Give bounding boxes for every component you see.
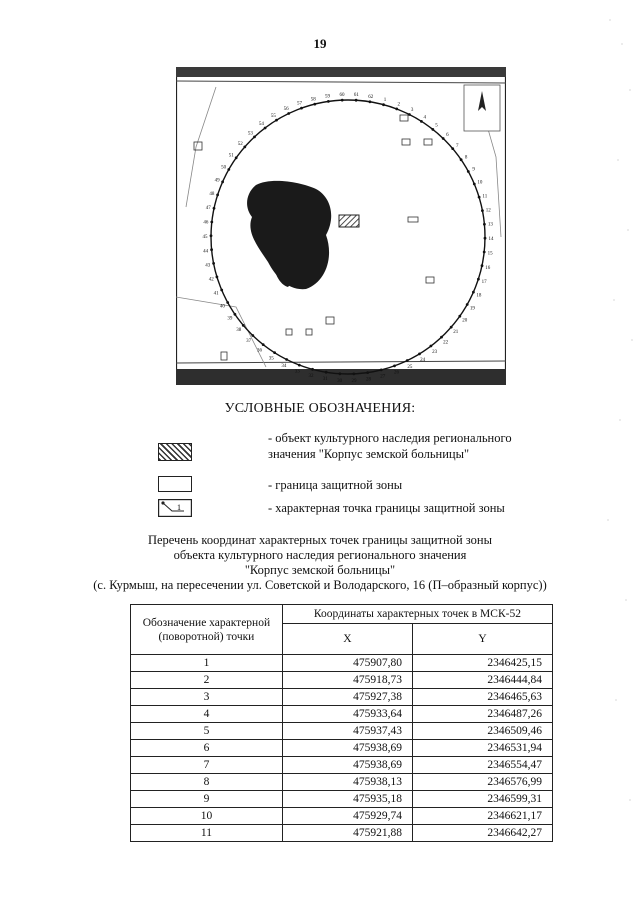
characteristic-point bbox=[325, 371, 328, 374]
characteristic-point-label: 58 bbox=[310, 97, 316, 103]
characteristic-point bbox=[420, 120, 423, 123]
characteristic-point bbox=[216, 194, 219, 197]
page-number: 19 bbox=[313, 36, 327, 51]
cell-point: 2 bbox=[131, 672, 283, 689]
characteristic-point bbox=[251, 334, 254, 337]
characteristic-point-label: 46 bbox=[203, 220, 209, 226]
caption-line: "Корпус земской больницы" bbox=[244, 563, 396, 577]
cell-point: 10 bbox=[131, 808, 283, 825]
characteristic-point-label: 11 bbox=[482, 194, 488, 200]
characteristic-point bbox=[341, 99, 344, 102]
characteristic-point bbox=[287, 112, 290, 115]
table-row bbox=[131, 791, 553, 808]
characteristic-point-label: 25 bbox=[407, 364, 413, 370]
characteristic-point bbox=[481, 209, 484, 212]
cell-x: 475929,74 bbox=[282, 808, 412, 825]
table-row bbox=[131, 689, 553, 706]
characteristic-point-label: 8 bbox=[464, 155, 468, 161]
characteristic-point bbox=[227, 168, 230, 171]
characteristic-point bbox=[262, 343, 265, 346]
cell-x: 475937,43 bbox=[282, 723, 412, 740]
characteristic-point-label: 36 bbox=[257, 348, 262, 354]
hatched-rectangle-icon bbox=[158, 443, 192, 461]
characteristic-point bbox=[242, 324, 245, 327]
cell-x: 475927,38 bbox=[282, 689, 412, 706]
characteristic-point bbox=[216, 276, 219, 279]
characteristic-point bbox=[406, 359, 409, 362]
characteristic-point-label: 16 bbox=[485, 266, 491, 271]
cell-y: 2346621,17 bbox=[412, 808, 552, 825]
header-point-name: Обозначение характерной (поворотной) точки bbox=[131, 605, 283, 655]
characteristic-point bbox=[285, 358, 288, 361]
characteristic-point-label: 47 bbox=[205, 206, 211, 211]
characteristic-point bbox=[210, 221, 213, 224]
characteristic-point-label: 26 bbox=[394, 370, 399, 376]
cell-y: 2346509,46 bbox=[412, 723, 552, 740]
zone-boundary-line-icon bbox=[158, 476, 192, 492]
characteristic-point-label: 2 bbox=[397, 102, 401, 108]
characteristic-point-label: 38 bbox=[236, 328, 242, 334]
characteristic-point bbox=[478, 196, 481, 199]
characteristic-point bbox=[408, 113, 411, 116]
coordinates-table-body bbox=[131, 655, 553, 842]
characteristic-point bbox=[481, 264, 484, 267]
characteristic-point-label: 29 bbox=[351, 378, 357, 384]
characteristic-point bbox=[369, 100, 372, 103]
characteristic-point bbox=[210, 234, 213, 237]
characteristic-point-label: 39 bbox=[227, 316, 233, 322]
characteristic-point-label: 28 bbox=[366, 377, 371, 383]
characteristic-point bbox=[275, 119, 278, 122]
cell-x: 475938,69 bbox=[282, 757, 412, 774]
characteristic-point-label: 10 bbox=[477, 180, 483, 186]
cell-point: 1 bbox=[131, 655, 283, 672]
characteristic-point bbox=[212, 262, 215, 265]
characteristic-point bbox=[477, 278, 480, 281]
table-row bbox=[131, 672, 553, 689]
characteristic-point-label: 24 bbox=[420, 358, 426, 363]
characteristic-point-label: 59 bbox=[325, 94, 330, 100]
characteristic-point bbox=[467, 170, 470, 173]
characteristic-point-label: 4 bbox=[423, 115, 426, 121]
cell-y: 2346425,15 bbox=[412, 655, 552, 672]
characteristic-point-label: 14 bbox=[488, 237, 494, 243]
characteristic-point-label: 1 bbox=[383, 97, 387, 103]
characteristic-point-label: 57 bbox=[297, 101, 302, 107]
cell-y: 2346465,63 bbox=[412, 689, 552, 706]
characteristic-point-label: 22 bbox=[443, 340, 449, 346]
table-row bbox=[131, 757, 553, 774]
cell-y: 2346554,47 bbox=[412, 757, 552, 774]
legend-text-line: значения "Корпус земской больницы" bbox=[268, 447, 470, 461]
characteristic-point-icon bbox=[158, 499, 192, 517]
characteristic-point-label: 34 bbox=[281, 363, 287, 369]
characteristic-point-label: 15 bbox=[487, 251, 493, 257]
characteristic-point-icon-label: 1 bbox=[177, 503, 181, 512]
characteristic-point bbox=[450, 326, 453, 329]
characteristic-point bbox=[472, 291, 475, 294]
cell-x: 475907,80 bbox=[282, 655, 412, 672]
characteristic-point-label: 9 bbox=[472, 167, 475, 173]
cell-point: 6 bbox=[131, 740, 283, 757]
characteristic-point bbox=[213, 207, 216, 210]
characteristic-point bbox=[253, 136, 256, 139]
characteristic-point bbox=[234, 313, 237, 316]
characteristic-point bbox=[418, 353, 421, 356]
characteristic-point bbox=[458, 315, 461, 318]
map-top-band bbox=[176, 67, 506, 77]
characteristic-point-label: 37 bbox=[246, 338, 252, 344]
characteristic-point bbox=[243, 146, 246, 149]
characteristic-point-label: 27 bbox=[380, 374, 386, 380]
characteristic-point bbox=[440, 336, 443, 339]
cell-x: 475935,18 bbox=[282, 791, 412, 808]
characteristic-point bbox=[300, 107, 303, 110]
characteristic-point-label: 30 bbox=[337, 378, 343, 384]
cell-y: 2346599,31 bbox=[412, 791, 552, 808]
characteristic-point-label: 48 bbox=[209, 192, 215, 197]
table-row bbox=[131, 825, 553, 842]
characteristic-point-label: 35 bbox=[268, 356, 274, 362]
characteristic-point bbox=[395, 108, 398, 111]
characteristic-point bbox=[226, 301, 229, 304]
characteristic-point-label: 42 bbox=[208, 277, 214, 283]
characteristic-point bbox=[366, 371, 369, 374]
characteristic-point-label: 61 bbox=[353, 93, 359, 99]
characteristic-point bbox=[466, 303, 469, 306]
cell-point: 9 bbox=[131, 791, 283, 808]
characteristic-point bbox=[393, 365, 396, 368]
cell-point: 7 bbox=[131, 757, 283, 774]
characteristic-point-label: 62 bbox=[368, 94, 374, 100]
characteristic-point bbox=[382, 103, 385, 106]
characteristic-point-label: 13 bbox=[487, 222, 493, 228]
characteristic-point bbox=[484, 237, 487, 240]
characteristic-point bbox=[220, 289, 223, 292]
characteristic-point-label: 51 bbox=[228, 153, 234, 159]
cell-x: 475933,64 bbox=[282, 706, 412, 723]
cell-point: 3 bbox=[131, 689, 283, 706]
characteristic-point bbox=[451, 147, 454, 150]
characteristic-point bbox=[442, 137, 445, 140]
characteristic-point bbox=[483, 223, 486, 226]
characteristic-point-label: 21 bbox=[453, 330, 459, 336]
characteristic-point bbox=[339, 372, 342, 375]
characteristic-point-label: 6 bbox=[446, 133, 449, 139]
characteristic-point-label: 52 bbox=[237, 141, 243, 147]
characteristic-point-label: 19 bbox=[469, 306, 475, 312]
scan-noise bbox=[570, 0, 640, 905]
characteristic-point-label: 33 bbox=[294, 369, 300, 375]
characteristic-point bbox=[380, 369, 383, 372]
cell-x: 475918,73 bbox=[282, 672, 412, 689]
characteristic-point-label: 45 bbox=[202, 234, 208, 240]
heritage-object-marker bbox=[339, 215, 359, 227]
header-x: X bbox=[282, 624, 412, 655]
characteristic-point bbox=[430, 345, 433, 348]
characteristic-point bbox=[313, 103, 316, 106]
characteristic-point-label: 49 bbox=[214, 178, 220, 184]
cell-point: 5 bbox=[131, 723, 283, 740]
characteristic-point bbox=[460, 158, 463, 161]
table-row bbox=[131, 774, 553, 791]
coordinates-table bbox=[130, 604, 553, 842]
cell-point: 4 bbox=[131, 706, 283, 723]
characteristic-point-label: 31 bbox=[322, 377, 328, 383]
characteristic-point bbox=[311, 368, 314, 371]
characteristic-point bbox=[473, 183, 476, 186]
cell-point: 8 bbox=[131, 774, 283, 791]
cell-point: 11 bbox=[131, 825, 283, 842]
cell-x: 475938,13 bbox=[282, 774, 412, 791]
characteristic-point-label: 50 bbox=[221, 165, 227, 171]
characteristic-point-label: 7 bbox=[456, 143, 459, 149]
characteristic-point-label: 43 bbox=[205, 263, 211, 269]
characteristic-point bbox=[327, 100, 330, 103]
cell-y: 2346444,84 bbox=[412, 672, 552, 689]
caption-line: (с. Курмыш, на пересечении ул. Советской и Володарского, 16 (П–образный корпус)) bbox=[93, 578, 547, 592]
characteristic-point bbox=[352, 373, 355, 376]
characteristic-point bbox=[431, 128, 434, 131]
characteristic-point-label: 20 bbox=[462, 318, 468, 324]
table-caption bbox=[0, 533, 640, 593]
characteristic-point-label: 40 bbox=[219, 304, 225, 310]
caption-line: Перечень координат характерных точек границы защитной зоны bbox=[147, 533, 493, 547]
characteristic-point-label: 41 bbox=[213, 291, 219, 297]
characteristic-point-label: 53 bbox=[247, 131, 253, 137]
characteristic-point bbox=[273, 351, 276, 354]
header-y: Y bbox=[412, 624, 552, 655]
legend-text-line: - характерная точка границы защитной зоны bbox=[268, 501, 505, 515]
table-row bbox=[131, 706, 553, 723]
header-coordinates: Координаты характерных точек в МСК-52 bbox=[282, 605, 552, 624]
cell-y: 2346531,94 bbox=[412, 740, 552, 757]
characteristic-point bbox=[235, 156, 238, 159]
characteristic-point-label: 23 bbox=[432, 349, 438, 355]
table-row bbox=[131, 723, 553, 740]
characteristic-point-label: 55 bbox=[270, 114, 276, 119]
characteristic-point-label: 54 bbox=[258, 122, 264, 128]
table-row bbox=[131, 655, 553, 672]
characteristic-point bbox=[298, 364, 301, 367]
caption-line: объекта культурного наследия регионального значения bbox=[173, 548, 467, 562]
characteristic-point-label: 5 bbox=[435, 123, 438, 129]
characteristic-point-label: 12 bbox=[485, 208, 491, 214]
characteristic-point bbox=[483, 251, 486, 254]
characteristic-point bbox=[221, 181, 224, 184]
cell-y: 2346487,26 bbox=[412, 706, 552, 723]
cell-x: 475921,88 bbox=[282, 825, 412, 842]
characteristic-point bbox=[355, 99, 358, 102]
cell-y: 2346576,99 bbox=[412, 774, 552, 791]
characteristic-point bbox=[210, 248, 213, 251]
characteristic-point-label: 60 bbox=[339, 93, 345, 99]
legend-text-line: - граница защитной зоны bbox=[268, 478, 403, 492]
protection-zone-map bbox=[176, 67, 506, 385]
characteristic-point-label: 18 bbox=[476, 293, 482, 299]
characteristic-point-label: 32 bbox=[308, 374, 314, 380]
cell-y: 2346642,27 bbox=[412, 825, 552, 842]
legend-title: УСЛОВНЫЕ ОБОЗНАЧЕНИЯ: bbox=[224, 401, 416, 416]
characteristic-point bbox=[264, 127, 267, 130]
cell-x: 475938,69 bbox=[282, 740, 412, 757]
characteristic-point-label: 44 bbox=[203, 249, 209, 255]
characteristic-point-label: 17 bbox=[481, 280, 487, 285]
legend-text-line: - объект культурного наследия регионального bbox=[268, 431, 512, 445]
characteristic-point-label: 56 bbox=[283, 107, 289, 113]
characteristic-point-label: 3 bbox=[410, 108, 414, 114]
table-row bbox=[131, 808, 553, 825]
table-row bbox=[131, 740, 553, 757]
